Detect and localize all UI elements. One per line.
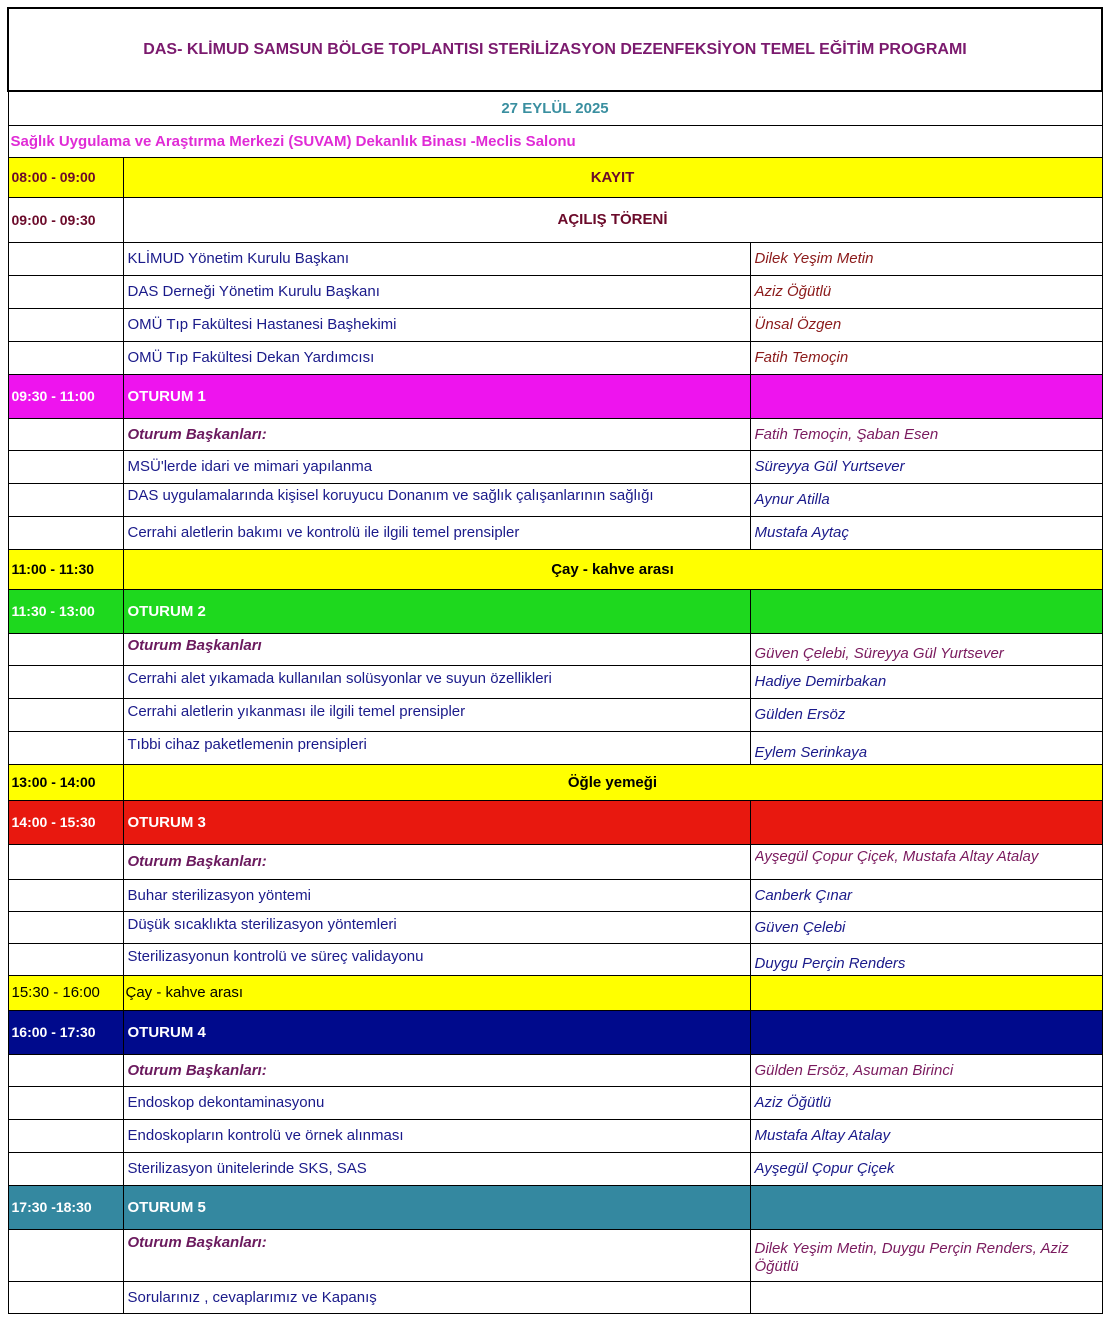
talk-speaker: Gülden Ersöz bbox=[750, 698, 1102, 731]
chairs-label: Oturum Başkanları: bbox=[123, 1229, 750, 1281]
registration-time: 08:00 - 09:00 bbox=[8, 157, 123, 197]
session-header-row bbox=[8, 374, 1102, 418]
talk-row bbox=[8, 698, 1102, 731]
talk-topic: Endoskop dekontaminasyonu bbox=[123, 1086, 750, 1119]
opening-label: AÇILIŞ TÖRENİ bbox=[123, 197, 1102, 242]
session5-time: 17:30 -18:30 bbox=[8, 1185, 123, 1229]
opening-name: Fatih Temoçin bbox=[750, 341, 1102, 374]
lunch-row bbox=[8, 764, 1102, 800]
opening-item-row bbox=[8, 242, 1102, 275]
program-title: DAS- KLİMUD SAMSUN BÖLGE TOPLANTISI STERİLİZASYON DEZENFEKSİYON TEMEL EĞİTİM PROGRAMI bbox=[8, 8, 1102, 91]
talk-speaker: Duygu Perçin Renders bbox=[750, 943, 1102, 975]
talk-row bbox=[8, 665, 1102, 698]
session-header-row bbox=[8, 1185, 1102, 1229]
break2-time: 15:30 - 16:00 bbox=[8, 975, 123, 1010]
talk-topic: MSÜ'lerde idari ve mimari yapılanma bbox=[123, 450, 750, 483]
chairs-row bbox=[8, 1054, 1102, 1086]
talk-row bbox=[8, 516, 1102, 549]
talk-topic: Cerrahi alet yıkamada kullanılan solüsyonlar ve suyun özellikleri bbox=[123, 665, 750, 698]
break1-time: 11:00 - 11:30 bbox=[8, 549, 123, 589]
session3-name: OTURUM 3 bbox=[123, 800, 750, 844]
chairs-row bbox=[8, 633, 1102, 665]
chairs-label: Oturum Başkanları: bbox=[123, 418, 750, 450]
session3-time: 14:00 - 15:30 bbox=[8, 800, 123, 844]
break-row bbox=[8, 975, 1102, 1010]
session-header-row bbox=[8, 800, 1102, 844]
chairs-row bbox=[8, 1229, 1102, 1281]
talk-row bbox=[8, 1152, 1102, 1185]
talk-topic: Cerrahi aletlerin bakımı ve kontrolü ile ilgili temel prensipler bbox=[123, 516, 750, 549]
opening-role: OMÜ Tıp Fakültesi Dekan Yardımcısı bbox=[123, 341, 750, 374]
chairs-label: Oturum Başkanları: bbox=[123, 1054, 750, 1086]
talk-speaker: Aziz Öğütlü bbox=[750, 1086, 1102, 1119]
registration-row bbox=[8, 157, 1102, 197]
opening-name: Dilek Yeşim Metin bbox=[750, 242, 1102, 275]
session4-time: 16:00 - 17:30 bbox=[8, 1010, 123, 1054]
talk-speaker: Mustafa Aytaç bbox=[750, 516, 1102, 549]
break2-label: Çay - kahve arası bbox=[123, 975, 750, 1010]
talk-speaker: Mustafa Altay Atalay bbox=[750, 1119, 1102, 1152]
break-row bbox=[8, 549, 1102, 589]
lunch-time: 13:00 - 14:00 bbox=[8, 764, 123, 800]
session-header-row bbox=[8, 589, 1102, 633]
chairs-row bbox=[8, 418, 1102, 450]
talk-topic: DAS uygulamalarında kişisel koruyucu Donanım ve sağlık çalışanlarının sağlığı bbox=[127, 486, 654, 504]
opening-item-row bbox=[8, 275, 1102, 308]
chairs-names: Fatih Temoçin, Şaban Esen bbox=[750, 418, 1102, 450]
talk-speaker: Ayşegül Çopur Çiçek bbox=[750, 1152, 1102, 1185]
session2-name: OTURUM 2 bbox=[123, 589, 750, 633]
talk-row bbox=[8, 731, 1102, 764]
talk-topic: Sterilizasyonun kontrolü ve süreç validayonu bbox=[123, 943, 750, 975]
chairs-row bbox=[8, 844, 1102, 879]
chairs-names: Dilek Yeşim Metin, Duygu Perçin Renders, Aziz Öğütlü bbox=[750, 1229, 1102, 1281]
break1-label: Çay - kahve arası bbox=[123, 549, 1102, 589]
talk-speaker: Hadiye Demirbakan bbox=[750, 665, 1102, 698]
opening-item-row bbox=[8, 308, 1102, 341]
closing-label: Sorularınız , cevaplarımız ve Kapanış bbox=[123, 1281, 750, 1313]
title-row bbox=[8, 8, 1102, 91]
closing-row bbox=[8, 1281, 1102, 1313]
talk-row bbox=[8, 943, 1102, 975]
chairs-names: Gülden Ersöz, Asuman Birinci bbox=[750, 1054, 1102, 1086]
session-header-row bbox=[8, 1010, 1102, 1054]
registration-label: KAYIT bbox=[123, 157, 1102, 197]
session1-time: 09:30 - 11:00 bbox=[8, 374, 123, 418]
chairs-names: Ayşegül Çopur Çiçek, Mustafa Altay Atalay bbox=[754, 847, 1039, 865]
talk-topic: Sterilizasyon ünitelerinde SKS, SAS bbox=[123, 1152, 750, 1185]
opening-item-row bbox=[8, 341, 1102, 374]
talk-speaker: Aynur Atilla bbox=[750, 483, 1102, 516]
session1-name: OTURUM 1 bbox=[123, 374, 750, 418]
opening-time: 09:00 - 09:30 bbox=[8, 197, 123, 242]
session4-name: OTURUM 4 bbox=[123, 1010, 750, 1054]
session2-time: 11:30 - 13:00 bbox=[8, 589, 123, 633]
talk-speaker: Eylem Serinkaya bbox=[750, 731, 1102, 764]
talk-topic: Endoskopların kontrolü ve örnek alınması bbox=[123, 1119, 750, 1152]
opening-role: KLİMUD Yönetim Kurulu Başkanı bbox=[123, 242, 750, 275]
talk-topic: Buhar sterilizasyon yöntemi bbox=[123, 879, 750, 911]
talk-topic: Tıbbi cihaz paketlemenin prensipleri bbox=[123, 731, 750, 764]
chairs-label: Oturum Başkanları bbox=[123, 633, 750, 665]
talk-speaker: Güven Çelebi bbox=[750, 911, 1102, 943]
opening-role: DAS Derneği Yönetim Kurulu Başkanı bbox=[123, 275, 750, 308]
talk-row bbox=[8, 1086, 1102, 1119]
program-sheet bbox=[7, 7, 1101, 1314]
talk-speaker: Canberk Çınar bbox=[750, 879, 1102, 911]
opening-name: Aziz Öğütlü bbox=[750, 275, 1102, 308]
opening-role: OMÜ Tıp Fakültesi Hastanesi Başhekimi bbox=[123, 308, 750, 341]
program-table bbox=[7, 7, 1103, 1314]
opening-row bbox=[8, 197, 1102, 242]
talk-row bbox=[8, 879, 1102, 911]
program-date: 27 EYLÜL 2025 bbox=[8, 91, 1102, 125]
venue: Sağlık Uygulama ve Araştırma Merkezi (SUVAM) Dekanlık Binası -Meclis Salonu bbox=[8, 125, 1102, 157]
chairs-label: Oturum Başkanları: bbox=[123, 844, 750, 879]
talk-topic: Cerrahi aletlerin yıkanması ile ilgili temel prensipler bbox=[123, 698, 750, 731]
opening-name: Ünsal Özgen bbox=[750, 308, 1102, 341]
talk-topic: Düşük sıcaklıkta sterilizasyon yöntemleri bbox=[123, 911, 750, 943]
chairs-names: Güven Çelebi, Süreyya Gül Yurtsever bbox=[750, 633, 1102, 665]
talk-speaker: Süreyya Gül Yurtsever bbox=[750, 450, 1102, 483]
venue-row bbox=[8, 125, 1102, 157]
date-row bbox=[8, 91, 1102, 125]
talk-row bbox=[8, 1119, 1102, 1152]
talk-row bbox=[8, 483, 1102, 516]
lunch-label: Öğle yemeği bbox=[123, 764, 1102, 800]
session5-name: OTURUM 5 bbox=[123, 1185, 750, 1229]
talk-row bbox=[8, 911, 1102, 943]
talk-row bbox=[8, 450, 1102, 483]
